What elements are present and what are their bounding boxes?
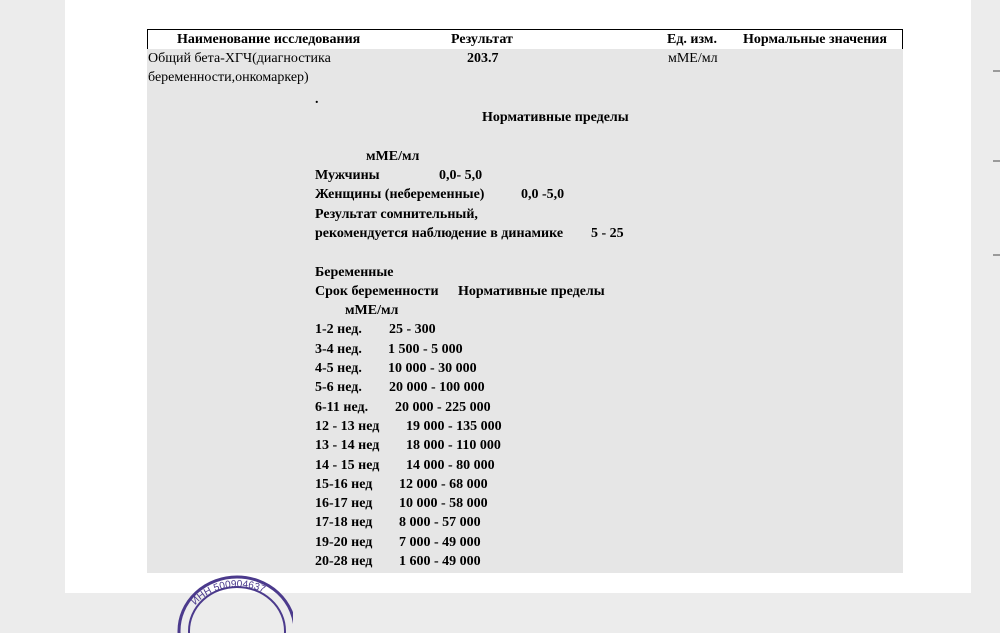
week-term: 1-2 нед.	[315, 322, 362, 337]
reference-title: Нормативные пределы	[482, 110, 629, 125]
test-result-value: 203.7	[467, 51, 499, 66]
week-term: 5-6 нед.	[315, 380, 362, 395]
week-term: 3-4 нед.	[315, 342, 362, 357]
week-range: 8 000 - 57 000	[399, 515, 481, 530]
pregnant-title: Беременные	[315, 265, 394, 280]
week-term: 6-11 нед.	[315, 400, 369, 415]
week-term: 19-20 нед	[315, 535, 373, 550]
pregnant-unit: мМЕ/мл	[345, 303, 399, 318]
header-unit: Ед. изм.	[667, 32, 717, 47]
week-range: 12 000 - 68 000	[399, 477, 488, 492]
week-range: 14 000 - 80 000	[406, 458, 495, 473]
stamp	[173, 573, 293, 633]
test-name-line2: беременности,онкомаркер)	[148, 70, 309, 85]
week-range: 1 600 - 49 000	[399, 554, 481, 569]
table-header	[147, 29, 903, 50]
header-normal: Нормальные значения	[743, 32, 887, 47]
week-range: 1 500 - 5 000	[388, 342, 463, 357]
header-result: Результат	[451, 32, 513, 47]
men-range: 0,0- 5,0	[439, 168, 483, 183]
doubtful-line1: Результат сомнительный,	[315, 207, 478, 222]
scrollbar-track[interactable]	[971, 0, 1000, 593]
week-term: 13 - 14 нед	[315, 438, 380, 453]
men-label: Мужчины	[315, 168, 380, 183]
week-range: 18 000 - 110 000	[406, 438, 501, 453]
stamp-text: ИНН 500904637	[189, 578, 267, 608]
week-range: 20 000 - 225 000	[395, 400, 491, 415]
pregnant-col-term: Срок беременности	[315, 284, 439, 299]
header-name: Наименование исследования	[177, 32, 361, 47]
reference-unit: мМЕ/мл	[366, 149, 420, 164]
week-term: 14 - 15 нед	[315, 458, 380, 473]
doubtful-line2: рекомендуется наблюдение в динамике	[315, 226, 564, 241]
reference-dot: .	[315, 92, 319, 107]
week-range: 10 000 - 30 000	[388, 361, 477, 376]
pregnant-col-range: Нормативные пределы	[458, 284, 605, 299]
week-term: 4-5 нед.	[315, 361, 362, 376]
week-range: 25 - 300	[389, 322, 436, 337]
result-block	[147, 49, 903, 573]
week-term: 20-28 нед	[315, 554, 373, 569]
week-range: 19 000 - 135 000	[406, 419, 502, 434]
week-range: 20 000 - 100 000	[389, 380, 485, 395]
week-term: 17-18 нед	[315, 515, 373, 530]
week-range: 10 000 - 58 000	[399, 496, 488, 511]
week-range: 7 000 - 49 000	[399, 535, 481, 550]
stamp-seal-icon	[173, 573, 293, 633]
test-unit: мМЕ/мл	[668, 51, 718, 66]
women-label: Женщины (небеременные)	[315, 187, 485, 202]
doubtful-range: 5 - 25	[591, 226, 624, 241]
women-range: 0,0 -5,0	[521, 187, 565, 202]
svg-text:ИНН 500904637	[189, 579, 267, 608]
test-name-line1: Общий бета-ХГЧ(диагностика	[148, 51, 331, 66]
week-term: 16-17 нед	[315, 496, 373, 511]
week-term: 12 - 13 нед	[315, 419, 380, 434]
week-term: 15-16 нед	[315, 477, 373, 492]
